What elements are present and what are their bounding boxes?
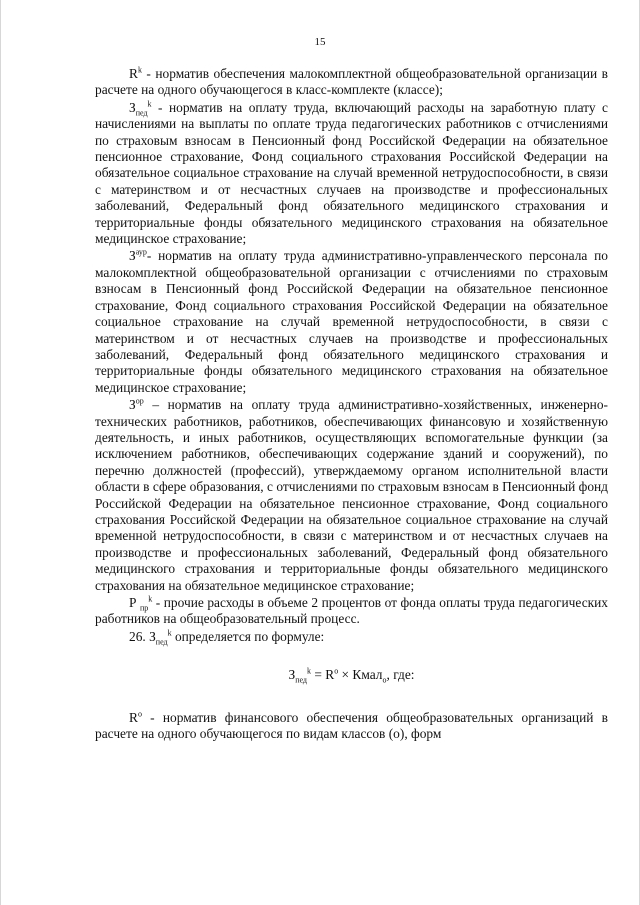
item-26: 26. $З_{пед}^k$ определяется по формуле: [129,628,325,647]
formula: $З_{пед}^k = R^о$ × Кмал$_о$, где: [288,666,415,685]
definition-zop: $З^{ор}$ – норматив на оплату труда административно-хозяйственных, инженерно-технических работников, работников, обеспечивающих финансовую и хозяйственную деятельность, и иных работников, осуществляющих вспомогательные функции (за исключением работников, обеспечивающих содержание зданий и сооружений), по перечню должностей (профессий), утверждаемому органом исполнительной власти области в сфере образования, с отчислениями по страховым взносам в Пенсионный фонд Российской Федерации на обязательное пенсионное страхование, Фонд социального страхования Российской Федерации на обязательное социальное страхование на случай временной нетрудоспособности, в связи с материнством и от несчастных случаев на производстве и профессиональных заболеваний, Федеральный фонд обязательного медицинского страхования и территориальные фонды обязательного медицинского страхования на обязательное медицинское страхование; [95,396,608,593]
definition-ro: $R^о$ - норматив финансового обеспечения общеобразовательных организаций в расчете на одного обучающегося по видам классов (о), форм [95,709,608,742]
page-number: 15 [314,36,326,48]
definition-zped: $З_{пед}^k$ - норматив на оплату труда, включающий расходы на заработную плату с начислениями на выплаты по оплате труда педагогических работников с отчислениями по страховым взносам в Пенсионный фонд Российской Федерации на обязательное пенсионное страхование, Фонд социального страхования Российской Федерации на обязательное социальное страхование на случай временной нетрудоспособности, в связи с материнством и от несчастных случаев на производстве и профессиональных заболеваний, Федеральный фонд обязательного медицинского страхования и территориальные фонды обязательного медицинского страхования на обязательное медицинское страхование; [95,99,608,247]
definition-zaup: $З^{аур}-$ норматив на оплату труда административно-управленческого персонала по малокомплектной общеобразовательной организации с отчислениями по страховым взносам в Пенсионный фонд Российской Федерации на обязательное пенсионное страхование, Фонд социального страхования Российской Федерации на обязательное социальное страхование на случай временной нетрудоспособности, в связи с материнством и от несчастных случаев на производстве и профессиональных заболеваний, Федеральный фонд обязательного медицинского страхования и территориальные фонды обязательного медицинского страхования на обязательное медицинское страхование; [95,248,608,395]
definition-rk: $R^k$ - норматив обеспечения малокомплектной общеобразовательной организации в расчете на одного обучающегося в класс-комплекте (классе); [95,65,608,98]
document-body [95,66,608,742]
definition-rpr: Р $_{пр}^k$ - прочие расходы в объеме 2 процентов от фонда оплаты труда педагогических работников на общеобразовательный процесс. [95,594,608,627]
left-scan-edge [0,0,1,905]
